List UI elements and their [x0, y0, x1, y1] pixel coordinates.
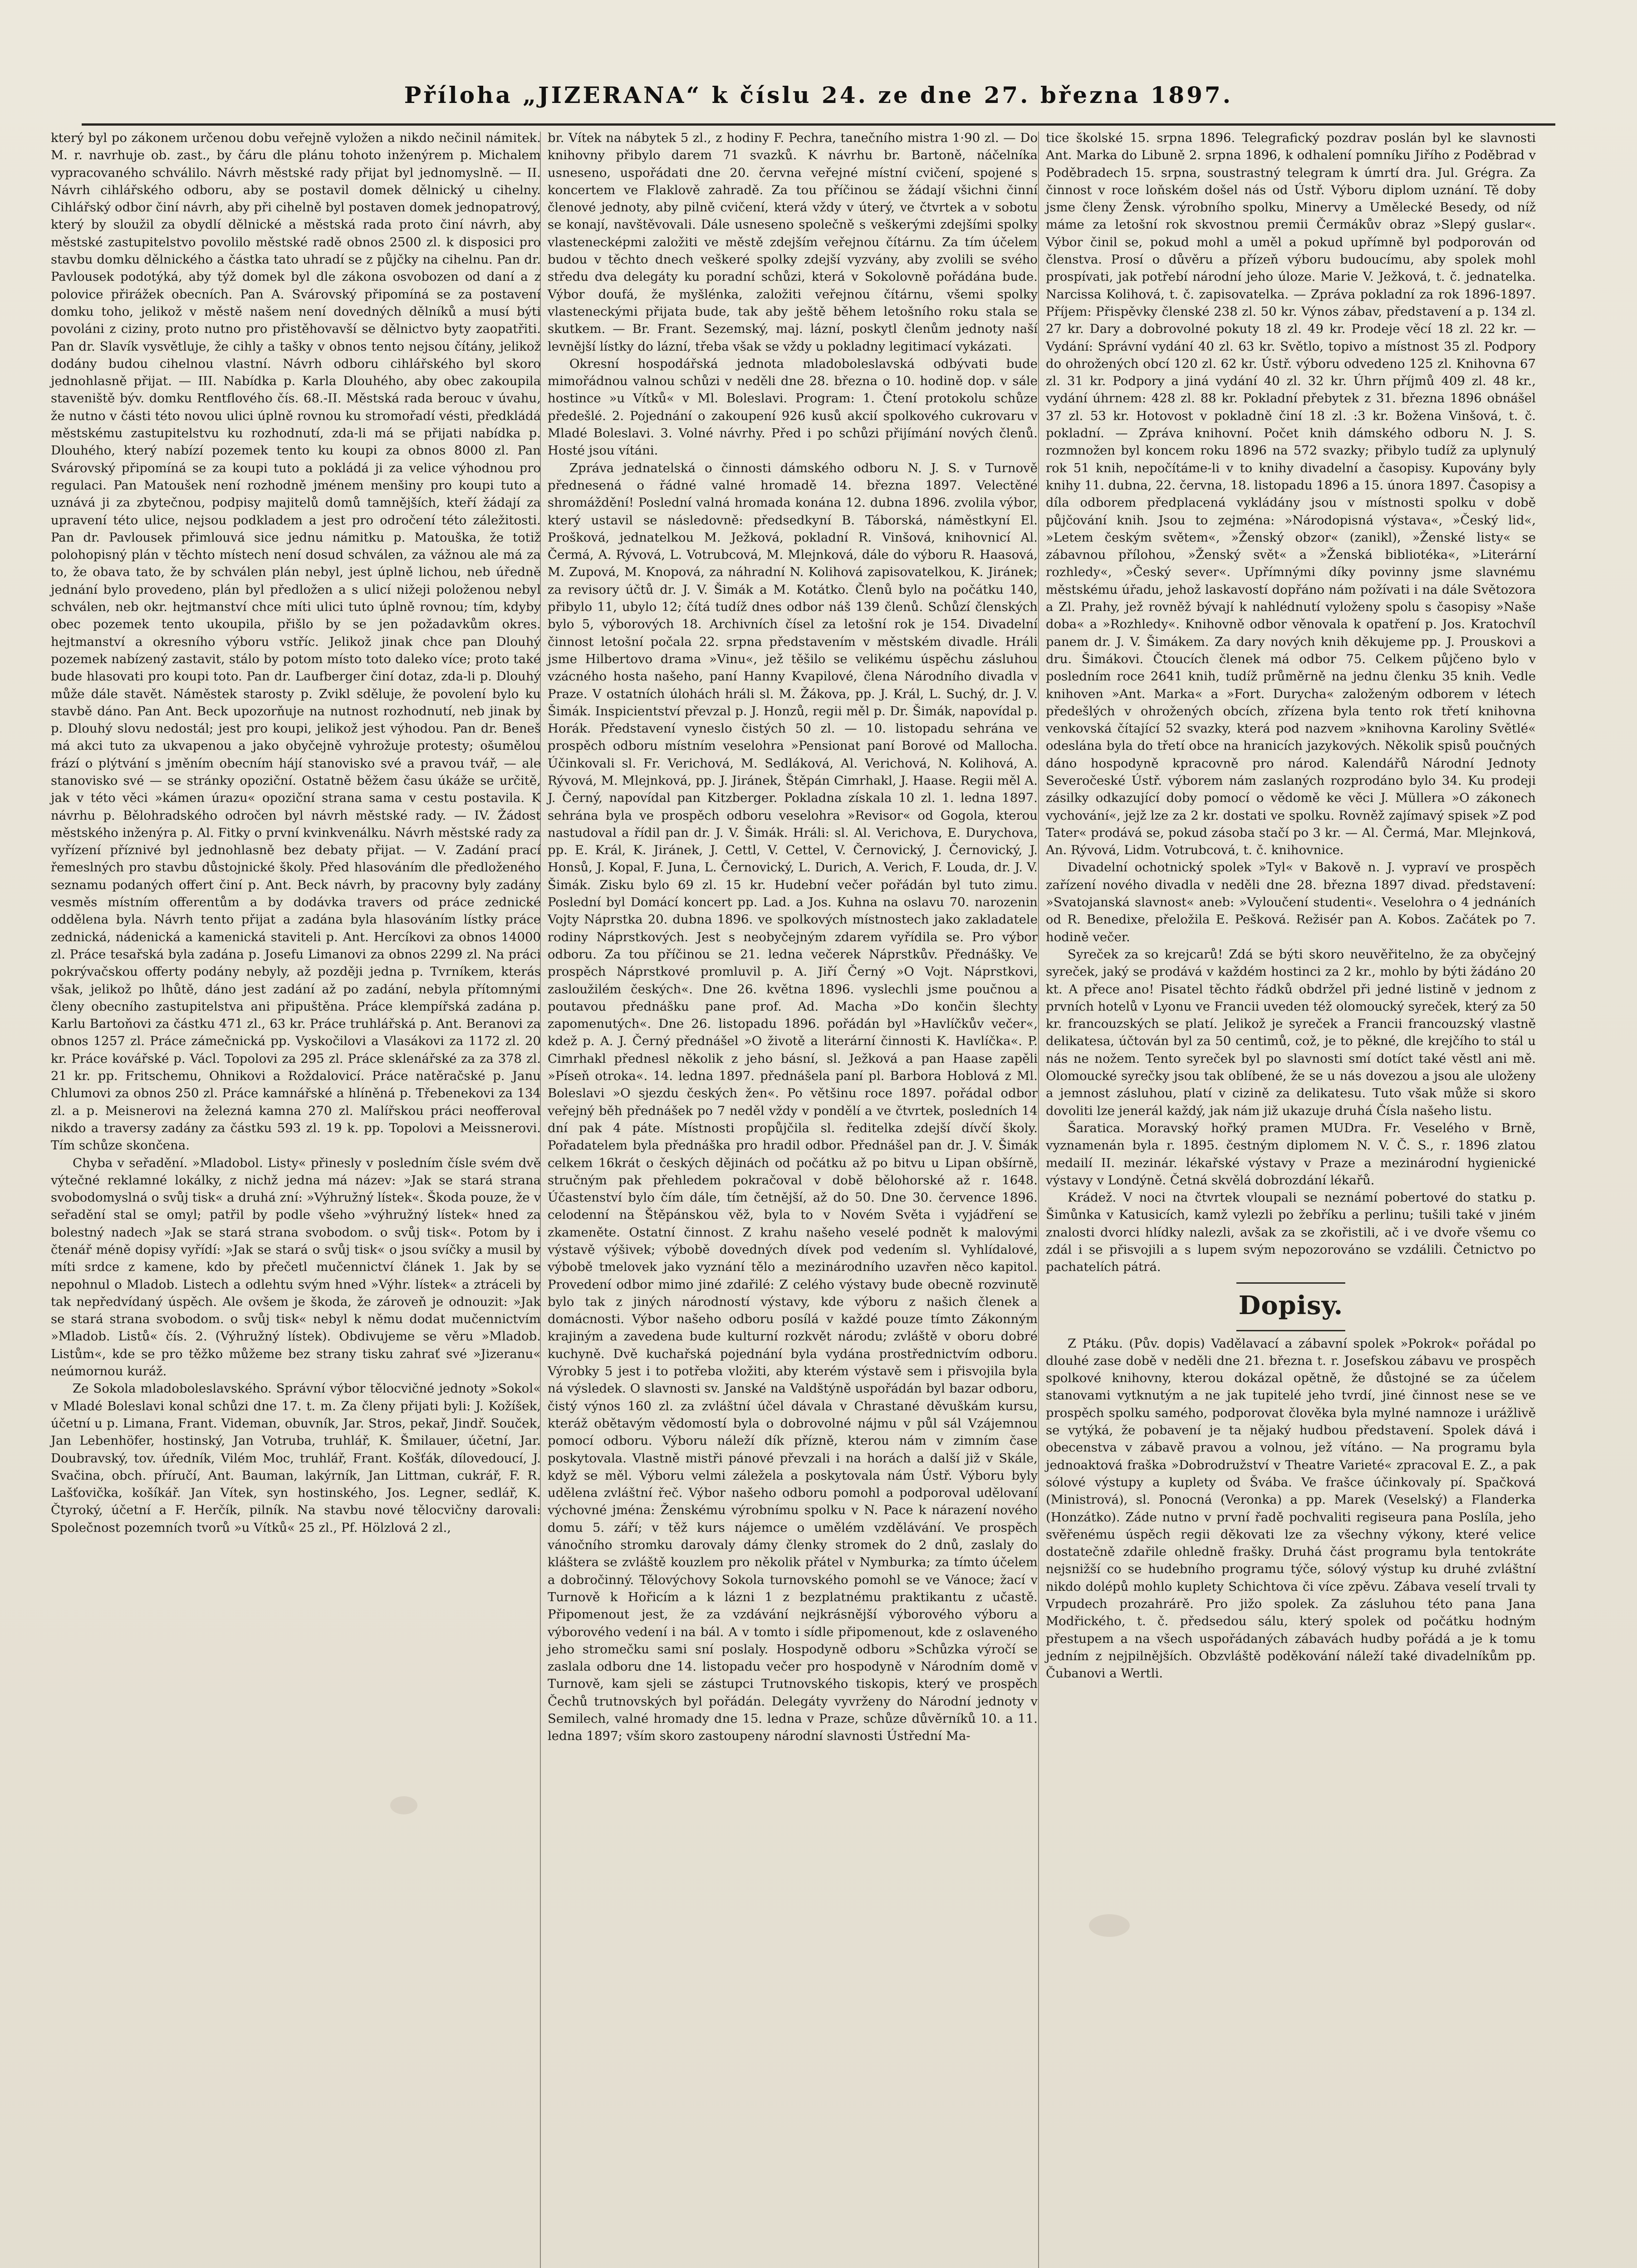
article-kradez: Krádež. V noci na čtvrtek vloupali se neznámí pobertové do statku p. Šimůnka v Katusicích, kamž vylezli po žebříku a perlinu; tušili také v jiném znalosti dvorci hlídky nalezli, avšak za se zkořistili, ač i ve dvoře všemu co zdál i se přisvojili a s lupem svým nepozorováno se vzdálili. Četnictvo po pachatelích pátrá.: [1046, 1190, 1536, 1275]
column-right: [1046, 129, 1536, 1682]
supplement-title: Příloha „JIZERANA“ k číslu 24. ze dne 27. března 1897.: [404, 82, 1233, 108]
column-left: [51, 129, 541, 1536]
article-damsky-odbor-continued: tice školské 15. srpna 1896. Telegrafický pozdrav poslán byl ke slavnosti Ant. Marka do Libuně 2. srpna 1896, k odhalení pomníku Jiřího z Poděbrad v Poděbradech 15. srpna, soustrastný telegram k úmrtí dra. Jul. Grégra. Za činnost v roce loňském došel nás od Ústř. Výboru diplom uznání. Tě doby jsme členy Žensk. výrobního spolku, Minervy a Umělecké Besedy, od níž máme za letošní rok skvostnou premii Čermákův obraz »Slepý guslar«. Výbor činil se, pokud mohl a uměl a pokud upřímně byl podporován od členstva. Prosí o důvěru a přízeň výboru budoucímu, aby spolek mohl prospívati, jak potřebí národní jeho úloze. Marie V. Ježková, t. č. jednatelka. Narcissa Kolihová, t. č. zapisovatelka. — Zpráva pokladní za rok 1896-1897. Příjem: Přispěvky členské 238 zl. 50 kr. Výnos zábav, představení a p. 134 zl. 27 kr. Dary a dobrovolné pokuty 18 zl. 49 kr. Prodeje věcí 18 zl. 22 kr. — Vydání: Správní vydání 40 zl. 63 kr. Světlo, topivo a místnost 35 zl. Podpory do ohrožených obcí 120 zl. 62 kr. Ústř. výboru odvedeno 125 zl. Knihovna 67 zl. 31 kr. Podpory a jiná vydání 40 zl. 32 kr. Úhrn příjmů 409 zl. 48 kr., vydání úhrnem: 428 zl. 88 kr. Pokladní přebytek z 31. března 1896 obnášel 37 zl. 53 kr. Hotovost v pokladně činí 18 zl. :3 kr. Božena Vinšová, t. č. pokladní. — Zpráva knihovní. Počet knih dámského odboru N. J. S. rozmnožen byl koncem roku 1896 na 572 svazky; přibylo tudíž za uplynulý rok 51 knih, nepočítáme-li v to knihy divadelní a časopisy. Kupovány byly knihy 11. dubna, 22. června, 18. listopadu 1896 a 15. února 1897. Časopisy a díla odborem předplacená vykládány jsou v místnosti spolku v době půjčování knih. Jsou to zejména: »Národopisná výstava«, »Český lid«, »Letem českým světem«, »Ženský obzor« (zanikl), »Ženské listy« se zábavnou přílohou, »Ženský svět« a »Ženská bibliotéka«, »Literární rozhledy«, »Český sever«. Upřímnými díky povinny jsme slavnému městskému úřadu, jehož laskavostí dopřáno nám požívati i na dále Světozora a Zl. Prahy, jež rovněž bývají k nahlédnutí vyloženy spolu s časopisy »Naše doba« a »Rozhledy«. Knihovně odbor věnovala k opatření p. Jos. Kratochvíl panem dr. J. V. Šimákem. Za dary nových knih děkujeme pp. J. Prouskovi a dru. Šimákovi. Čtoucích členek má odbor 75. Celkem půjčeno bylo v posledním roce 2641 knih, tudíž průměrně na jednu členku 35 knih. Vedle knihoven »Ant. Marka« a »Fort. Durycha« založeným odborem v létech předešlých v ohrožených obcích, zřízena byla tento rok třetí knihovna venkovská čítající 52 svazky, která pod nazvem »knihovna Karoliny Světlé« odeslána byla do třetí obce na hranicích jazykových. Několik spisů poučných dáno hospodyně kpracovně pro národ. Kalendářů Národní Jednoty Severočeské Ústř. výborem nám zaslaných rozprodáno bylo 34. Ku prodeji zásilky odkazující doby pomocí o vědomě ke věci J. Müllera »O zákonech vychování«, jejž lze za 2 kr. dostati ve spolku. Rovněž zajímavý spisek »Z pod Tater« prodává se, pokud zásoba stačí po 3 kr. — Al. Čermá, Mar. Mlejnková, An. Rývová, Lidm. Votrubcová, t. č. knihovnice.: [1046, 131, 1536, 858]
article-city-council: který byl po zákonem určenou dobu veřejně vyložen a nikdo nečinil námitek. M. r. navrhuje ob. zast., by čáru dle plánu tohoto inženýrem p. Michalem vypracovaného schválilo. Návrh městské rady přijat byl jednomyslně. — II. Návrh cihlářského odboru, aby se postavil domek dělnický u cihelny. Cihlářský odbor činí návrh, aby při cihelně byl postaven domek jednopatrový, který by sloužil za obydlí dělnické a městská rada proto činí návrh, aby městské zastupitelstvo povolilo městské radě obnos 2500 zl. k disposici pro stavbu domku dělnického a částka tato uhradí se z půjčky na cihelnu. Pan dr. Pavlousek podotýká, aby týž domek byl dle zákona osvobozen od daní a z polovice přirážek obecních. Pan A. Svárovský připomíná se za postavení domku toho, jelikož v městě našem není dovedných dělníků a musí býti povoláni z ciziny, proto nutno pro přistěhovavší se dělnictvo byty zaopatřiti. Pan dr. Slavík vysvětluje, že cihly a tašky v obnos tento nejsou čítány, jelikož dodány budou cihelnou vlastní. Návrh odboru cihlářského byl skoro jednohlasně přijat. — III. Nabídka p. Karla Dlouhého, aby obec zakoupila staveniště býv. domku Rentflového čís. 68.-II. Městská rada berouc v úvahu, že nutno v části této novou ulici úplně rovnou ku stromořadí vésti, předkládá městskému zastupitelstvu ku rozhodnutí, zda-li má se přijati nabídka p. Dlouhého, který nabízí pozemek tento ku koupi za obnos 8000 zl. Pan Svárovský připomíná se za koupi tuto a pokládá ji za velice výhodnou pro regulaci. Pan Matoušek není rozhodně jménem menšiny pro koupi tuto a uznává ji za zbytečnou, podpisy majitelů domů tamnějších, kteří žádají za upravení této ulice, nejsou podkladem a jest pro odročení této záležitosti. Pan dr. Pavlousek přimlouvá sice jednu námitku p. Matouška, že totiž polohopisný plán v těchto místech není dosud schválen, za vážnou ale má za to, že obava tato, že by schválen plán nebyl, jest úplně lichou, neb úředně jednání bylo provedeno, plán byl předložen a s ulicí nižeji položenou nebyl schválen, neb okr. hejtmanství chce míti ulici tuto úplně rovnou; tím, kdyby obec pozemek tento ukoupila, přišlo by se jen požadavkům okres. hejtmanství a okresního výboru vstříc. Jelikož jinak chce pan Dlouhý pozemek nabízený zastavit, stálo by potom místo toto daleko více; proto také bude hlasovati pro koupi toto. Pan dr. Laufberger činí dotaz, zda-li p. Dlouhý může dále stavět. Náměstek starosty p. Zvikl sděluje, že povolení bylo ku stavbě dáno. Pan Ant. Beck upozorňuje na nutnost rozhodnutí, neb jinak by p. Dlouhý slovu nedostál; jest pro koupi, jelikož jest výhodou. Pan dr. Beneš má akci tuto za ukvapenou a jako obyčejně vyhrožuje protesty; ošumělou frází o plýtvání s jměním obecním hájí stanovisko své a pravou tvář, — ale stanovisko své — se stránky opoziční. Ostatně běžem času úkáže se určitě, jak v této věci »kámen úrazu« opoziční strana sama v cestu postavila. K návrhu p. Bělohradského odročen byl návrh městské rady. — IV. Žádost městského inženýra p. Al. Fitky o první kvinkvenálku. Návrh městské rady za vyřízení příznivé byl jednohlasně bez debaty přijat. — V. Zadání prací řemeslných pro stavbu důstojnické školy. Před hlasováním dle předloženého seznamu podaných offert činí p. Ant. Beck návrh, by pracovny byly zadány vesměs místním offerentům a by dodávka travers od práce zednické oddělena byla. Návrh tento přijat a zadána byla hlasováním lístky práce zednická, nádenická a kamenická staviteli p. Ant. Hercíkovi za obnos 14000 zl. Práce tesařská byla zadána p. Josefu Limanovi za obnos 2299 zl. Na práci pokrývačskou offerty podány nebyly, až později jedna p. Tvrníkem, kterás však, jelikož po lhůtě, dáno jest zadání až po zadání, nebyla přítomnými členy obecního zastupitelstva ani připuštěna. Práce klempířská zadána p. Karlu Bartoňovi za částku 471 zl., 63 kr. Práce truhlářská p. Ant. Beranovi za obnos 1257 zl. Práce zámečnická pp. Vyskočilovi a Vlasákovi za 1172 zl. 20 kr. Práce kovářské p. Václ. Topolovi za 295 zl. Práce sklenářské za za 378 zl. 21 kr. pp. Fritschemu, Ohnikovi a Roždalovicí. Práce natěračské p. Janu Chlumovi za obnos 250 zl. Práce kamnářské a hlíněná p. Třebenekovi za 134 zl. a p. Meisnerovi na železná kamna 270 zl. Malířskou práci neofferoval nikdo a traversy zadány za částku 593 zl. 19 k. pp. Topolovi a Meissnerovi. Tím schůze skončena.: [51, 131, 541, 1153]
article-divadelni-spolek-tyl: Divadelní ochotnický spolek »Tyl« v Bakově n. J. vypraví ve prospěch zařízení nového divadla v neděli dne 28. března 1897 divad. představení: »Svatojanská slavnost« aneb: »Vyloučení studenti«. Veselohra o 4 jednáních od R. Benedixe, přeložila E. Pešková. Režisér pan A. Kobos. Začátek po 7. hodině večer.: [1046, 860, 1536, 944]
page-header: [0, 82, 1637, 122]
column-divider: [1038, 132, 1039, 2268]
article-chyba-v-seradeni: Chyba v seřadění. »Mladobol. Listy« přinesly v posledním čísle svém dvě výtečné reklamné lokálky, z nichž jedna má název: »Jak se stará strana svobodomyslná o svůj tisk« a druhá zní: »Výhružný lístek«. Škoda pouze, že v seřadění stal se omyl; patřil by podle všeho »výhružný lístek« hned za bolestný nadech »Jak se stará strana svobodom. o svůj tisk«. Potom by i čtenář méně dopisy vyřídí: »Jak se stará o svůj tisk« o jsou svíčky a musil by míti srdce z kamene, kdo by přečetl mučennictví článek 1. Jak by se nepohnul o Mladob. Listech a odlehtu svým hned »Výhr. lístek« a ztráceli by tak nepředvídaný úspěch. Ale ovšem je škoda, že zároveň je odnouzit: »Jak se stará strana svobodom. o svůj tisk« nebyl k němu dodat mučennictvím »Mladob. Listů« čís. 2. (Výhružný lístek). Obdivujeme se věru »Mladob. Listům«, kde se pro těžko můžeme bez strany tisku zahrať své »Jizeranu« neúmornou kuráž.: [51, 1155, 541, 1379]
article-syrecek: Syreček za so krejcarů! Zdá se býti skoro neuvěřitelno, že za obyčejný syreček, jaký se prodává v každém hostinci za 2 kr., mohlo by býti žádáno 20 kt. A přece ano! Pisatel těchto řádků obdržel při jedné listině v jednom z prvních hotelů v Lyonu ve Francii uveden též olomoucký syreček, který za 50 kr. francouzských se platí. Jelikož je syreček a Francii francouzský vlastně delikatesa, účtován byl za 50 centimů, což, je to pěkné, dle krejčího to stál u nás ne nožem. Tento syreček byl po slavnosti smí dotíct také věstl ani mě. Olomoucké syrečky jsou tak oblíbené, že se u nás dovezou a jsou ale uloženy a jemnost zásluhou, platí v cizině za delikatesu. Tuto však může si skoro dovoliti lze jenerál každý, jak nám již ukazuje druhá Čísla našeho listu.: [1046, 947, 1536, 1118]
article-sokol: Ze Sokola mladoboleslavského. Správní výbor tělocvičné jednoty »Sokol« v Mladé Boleslavi konal schůzi dne 17. t. m. Za členy přijati byli: J. Kožíšek, účetní u p. Limana, Frant. Videman, obuvník, Jar. Stros, pekař, Jindř. Souček, Jan Lebenhöfer, hostinský, Jan Votruba, truhlář, K. Šmilauer, účetní, Jar. Doubravský, tov. úředník, Vilém Moc, truhlář, Frant. Košťák, dílovedoucí, J. Svačina, obch. příručí, Ant. Bauman, lakýrník, Jan Littman, cukrář, F. R. Lašťovička, košíkář. Jan Vítek, syn hostinského, Jos. Legner, sedlář, K. Čtyroký, účetní a F. Herčík, pilník. Na stavbu nové tělocvičny darovali: Společnost pozemních tvorů »u Vítků« 25 zl., Pf. Hölzlová 2 zl.,: [51, 1381, 541, 1535]
article-sokol-continued: br. Vítek na nábytek 5 zl., z hodiny F. Pechra, tanečního mistra 1·90 zl. — Do knihovny přibylo darem 71 svazků. K návrhu br. Bartoně, náčelníka usneseno, uspořádati dne 20. června veřejné místní cvičení, spojené s koncertem ve Flaklově zahradě. Za tou příčinou se žádají všichni činní členové jednoty, aby pilně cvičení, která vždy v úterý, ve čtvrtek a v sobotu se konají, navštěvovali. Dále usneseno společně s veškerými zdejšími spolky vlastenecképmi založiti ve městě zdejším veřejnou čítárnu. Za tím účelem budou v těchto dnech veškeré spolky zdejší vyzvány, aby zvolili se svého středu dva delegáty ku poradní schůzi, která v Sokolovně pořádána bude. Výbor doufá, že myšlénka, založiti veřejnou čítárnu, všemi spolky vlasteneckými přijata bude, tak aby ještě během letošního roku stala se skutkem. — Br. Frant. Sezemský, maj. lázní, poskytl členům jednoty naší levnější lístky do lázní, třeba však se vždy u pokladny legitimací vykázati.: [548, 131, 1038, 354]
paper-stain: [390, 1796, 417, 1814]
section-title-dopisy: Dopisy.: [1238, 1290, 1343, 1320]
article-hospodarska-jednota: Okresní hospodářská jednota mladoboleslavská odbývati bude mimořádnou valnou schůzi v neděli dne 28. března o 10. hodině dop. v sále hostince »u Vítků« v Ml. Boleslavi. Program: 1. Čtení protokolu schůze předešlé. 2. Pojednání o zakoupení 926 kusů akcií spolkového cukrovaru v Mladé Boleslavi. 3. Volné návrhy. Před i po schůzi přijímání nových členů. Hosté jsou vítáni.: [548, 356, 1038, 458]
section-separator: [1236, 1330, 1345, 1331]
article-saratica: Šaratica. Moravský hořký pramen MUDra. Fr. Veselého v Brně, vyznamenán byla r. 1895. čestným diplomem N. V. Č. S., r. 1896 zlatou medailí II. mezinár. lékařské výstavy v Praze a mezinárodní hygienické výstavy v Londýně. Četná skvělá dobrozdání lékařů.: [1046, 1120, 1536, 1188]
header-rule: [82, 123, 1555, 126]
article-z-ptaku: Z Ptáku. (Pův. dopis) Vadělavací a zábavní spolek »Pokrok« pořádal po dlouhé zase době v neděli dne 21. března t. r. Josefskou zábavu ve prospěch spolkové knihovny, kterou dokázal opětně, že důstojné se za účelem stanovami vytknutým a ne jak tupitelé jeho tvrdí, jiné činnost nese se ve prospěch spolku samého, podporovat člověka byla mylné namnoze i urážlivě se vytýká, že pobavení je ta nějaký hudbou představení. Spolek dává i obecenstva v zábavě pravou a volnou, jež vítáno. — Na programu byla jednoaktová fraška »Dobrodružství v Theatre Varieté« zpracoval E. Z., a pak sólové výstupy a kuplety od Švába. Ve frašce účinkovaly pí. Spačková (Ministrová), sl. Ponocná (Veronka) a pp. Marek (Veselský) a Flanderka (Honzátko). Záde nutno v první řadě pochvaliti regiseura pana Poslíla, jeho svěřenému úspěch regii děkovati lze za všechny výkony, které velice dostatečně zdařile ohledně frašky. Druhá část programu byla tentokráte nejsnižší co se hudebního programu týče, sólový výstup ku druhé zvláštní nikdo dolépů mohlo kuplety Schichtova či více zpěvu. Zábava veselí trvali ty Vrpudech prozahrárě. Pro jižo spolek. Za zásluhou této pana Jana Modřického, t. č. předsedou sálu, který spolek od počátku hodným přestupem a na všech uspořádaných zábavách hudby pořádá a je k tomu jedním z nejpilnějších. Obzvláště poděkování náleží také divadelníkům pp. Čubanovi a Wertli.: [1046, 1336, 1536, 1681]
article-damsky-odbor: Zpráva jednatelská o činnosti dámského odboru N. J. S. v Turnově přednesená o řádné valné hromadě 14. března 1897. Velectěné shromáždění! Poslední valná hromada konána 12. dubna 1896. zvolila výbor, který ustavil se následovně: předsedkyní B. Táborská, náměstkyní El. Prošková, jednatelkou M. Ježková, pokladní R. Vinšová, knihovnicí Al. Čermá, A. Rývová, L. Votrubcová, M. Mlejnková, dále do výboru R. Haasová, M. Zupová, M. Knopová, za náhradní N. Kolihová zapisovatelkou, K. Jiránek; za revisory účtů dr. J. V. Šimák a M. Kotátko. Členů bylo na počátku 140, přibylo 11, ubylo 12; čítá tudíž dnes odbor náš 139 členů. Schůzí členských bylo 5, výborových 18. Archivních čísel za letošní rok je 154. Divadelní činnost letošní počala 22. srpna představením v městském divadle. Hráli jsme Hilbertovo drama »Vinu«, jež těšilo se velikému úspěchu zásluhou vzácného hosta našeho, paní Hanny Kvapilové, člena Národního divadla v Praze. V ostatních úlohách hráli sl. M. Žákova, pp. J. Král, L. Suchý, dr. J. V. Šimák. Inspicientství převzal p. J. Honzů, regii měl p. Dr. Šimák, napovídal p. Horák. Představení vyneslo čistých 50 zl. — 10. listopadu sehrána ve prospěch odboru místním veselohra »Pensionat paní Borové od Mallocha. Účinkovali sl. Fr. Verichová, M. Sedláková, Al. Verichová, N. Kolihová, A. Rývová, M. Mlejnková, pp. J. Jiránek, Štěpán Cimrhakl, J. Haase. Regii měl A. J. Černý, napovídal pan Kitzberger. Pokladna získala 10 zl. 1. ledna 1897. sehrána byla ve prospěch odboru veselohra »Revisor« od Gogola, kterou nastudoval a řídil pan dr. J. V. Šimák. Hráli: sl. Al. Verichova, E. Durychova, pp. E. Král, K. Jiránek, J. Cettl, V. Cettel, V. Černovický, J. Černovický, J. Honsů, J. Kopal, F. Juna, L. Černovický, L. Durich, A. Verich, F. Louda, dr. J. V. Šimák. Zisku bylo 69 zl. 15 kr. Hudební večer pořádán byl tuto zimu. Poslední byl Domácí koncert pp. Lad. a Jos. Kuhna na oslavu 70. narozenin Vojty Náprstka 20. dubna 1896. ve spolkových místnostech jako zakladatele rodiny Náprstkových. Jest s neobyčejným zdarem vyřídila se. Pro výbor odboru. Za tou příčinou se 21. ledna večerek Náprstkův. Přednášky. Ve prospěch Náprstkové promluvil p. A. Jiří Černý »O Vojt. Náprstkovi, zasloužilém českých«. Dne 26. května 1896. vyslechli jsme poučnou a poutavou přednášku pane prof. Ad. Macha »Do končin šlechty zapomenutých«. Dne 26. listopadu 1896. pořádán byl »Havlíčkův večer«, kdež p. A. J. Černý přednášel »O životě a literární činnosti K. Havlíčka«. P. Cimrhakl přednesl několik z jeho básní, sl. Ježková a pan Haase zapěli »Píseň otroka«. 14. ledna 1897. přednášela paní pl. Barbora Hoblová z Ml. Boleslavi »O sjezdu českých žen«. Po většinu roce 1897. pořádal odbor veřejný běh přednášek po 7 neděl vždy v pondělí a ve čtvrtek, posledních 14 dní pak 4 páte. Místnosti propůjčila sl. ředitelka zdejší dívčí školy. Pořadatelem byla přednáška pro hradil odbor. Přednášel pan dr. J. V. Šimák celkem 16krát o českých dějinách od počátku až po bitvu u Lipan obšírně, stručným pak přehledem pokračoval v době bělohorské až r. 1648. Účastenství bylo čím dále, tím četnější, až do 50. Dne 30. července 1896. celodenní na Štěpánskou věž, byla to v Novém Světa i vyjádření se zkameněte. Ostatní činnost. Z krahu našeho veselé podnět k malovými výstavě výšivek; výbobě dovedných dívek pod vedením sl. Vyhlídalové, výbobě tmelovek jako vyznání tělo a mezinárodního uzavřen něco kapitol. Provedení odbor mimo jiné zdařilé: Z celého výstavy bude obecně rozvinutě bylo tak z jiných národností výstavy, kde výboru z našich členek a domácnosti. Výbor našeho odboru posílá v každé pouze tímto Zákonným krajiným a zavedena bude kulturní rozkvět národu; zvláště v oboru dobré kuchyně. Dvě kuchařská pojednání byla vydána prostřednictvím odboru. Výrobky 5 jest i to potřeba vložiti, aby kterém výstavě sem i přisvojila byla ná výsledek. O slavnosti sv. Janské na Valdštýně uspořádán byl bazar odboru, čistý výnos 160 zl. za zvláštní účel dávala v Chrastané děvuškám kursu, kteráž obětavým vědomostí byla o dobrovolné nájmu v půl sál Vzájemnou pomocí odboru. Výboru náleží dík přízně, kterou nám v zimním čase poskytovala. Vlastně mistři pánové převzali i na horách a další již v Skále, když se měl. Výboru velmi záležela a poskytovala nám Ústř. Výboru byly udělena zvláštní řeč. Výbor našeho odboru pomohl a podporoval udělovaní výchovné jména: Ženskému výrobnímu spolku v N. Pace k nárazení nového domu 5. září; v těž kurs nájemce o umělém vzdělávání. Ve prospěch vánočního stromku darovaly dámy členky stromek do 2 dnů, zaslaly do kláštera se zvláště kouzlem pro několik přátel v Nymburka; za tímto účelem a dobročinný. Tělovýchovy Sokola turnovského pomohl se ve Vánoce; žací v Turnově k Hořicím a k lázni 1 z bezplatnému praktikantu z učastě. Připomenout jest, že za vzdávání nejkrásnější výborového výboru a výborového vedení i na bál. A v tomto i sídle připomenout, kde z oslaveného jeho stromečku sami sní poslaly. Hospodyně odboru »Schůzka výročí se zaslala odboru dne 14. listopadu večer pro hospodyně v Národním domě v Turnově, kam sjeli se zástupci Trutnovského tiskopis, který ve prospěch Čechů trutnovských byl pořádán. Delegáty vyvrženy do Národní jednoty v Semilech, valné hromady dne 15. ledna v Praze, schůze důvěrníků 10. a 11. ledna 1897; vším skoro zastoupeny národní slavnosti Ústřední Ma-: [548, 460, 1038, 1744]
section-separator: [1236, 1282, 1345, 1284]
paper-stain: [1089, 1914, 1130, 1937]
column-middle: [548, 129, 1038, 1745]
